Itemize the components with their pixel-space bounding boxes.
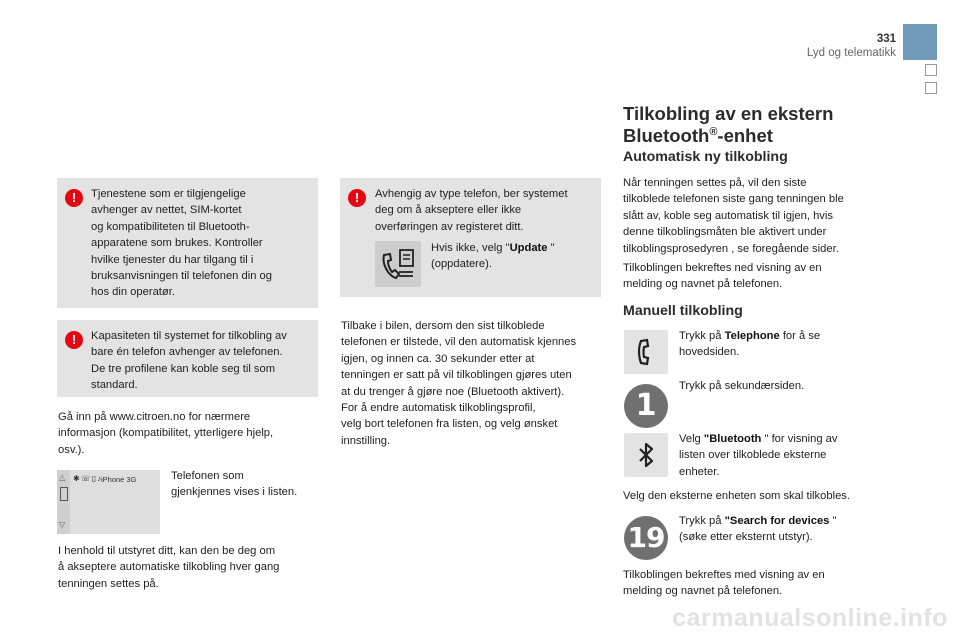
warning-icon: !	[65, 331, 83, 349]
warning-icon: !	[348, 189, 366, 207]
badge-19: 19	[624, 516, 668, 560]
auto-accept-paragraph: I henhold til utstyret ditt, kan den be deg om å akseptere automatiske tilkobling hver gang tenningen settes på.	[58, 545, 280, 590]
page-title: Tilkobling av en ekstern Bluetooth®-enhet	[623, 103, 834, 147]
auto-paragraph-2: Tilkoblingen bekreftes ned visning av en melding og navnet på telefonen.	[623, 262, 822, 291]
telephone-icon	[624, 330, 668, 374]
warning-text-services: Tjenestene som er tilgjengelige avhenger av nettet, SIM-kortet og kompatibiliteten til Bluetooth- apparatene som brukes. Kontroller hvilke tjenester du har tilgang til i bruksanvisningen til telefonen din og hos din operatør.	[91, 188, 272, 299]
section-heading-auto: Automatisk ny tilkobling	[623, 149, 788, 165]
warning-text-register: Avhengig av type telefon, ber systemet deg om å akseptere eller ikke overføringen av registeret ditt.	[375, 188, 568, 233]
scroll-down-icon: ▽	[59, 520, 66, 529]
screen-caption: Telefonen som gjenkjennes vises i listen.	[171, 470, 298, 499]
final-paragraph: Tilkoblingen bekreftes med visning av en melding og navnet på telefonen.	[623, 569, 825, 598]
step-secondary-page: Trykk på sekundærsiden.	[679, 380, 805, 392]
screen-status-icons: ✱☏▯♪	[73, 474, 103, 483]
section-heading-manual: Manuell tilkobling	[623, 303, 743, 319]
update-instruction: Hvis ikke, velg "Update " (oppdatere).	[431, 242, 555, 271]
scroll-thumb	[60, 487, 68, 501]
auto-paragraph-1: Når tenningen settes på, vil den siste tilkoblede telefonen siste gang tenningen ble slått av, koble seg automatisk til igjen, hvis denne tilkoblingsmåten ble aktivert under tilkoblingsprosedyren , se foregående sider.	[623, 177, 844, 255]
scroll-up-icon: △	[59, 473, 66, 482]
bluetooth-icon	[624, 433, 668, 477]
section-title: Lyd og telematikk	[806, 47, 896, 59]
telephone-button-icon	[624, 330, 668, 374]
phonebook-update-icon	[375, 241, 421, 287]
warning-icon: !	[65, 189, 83, 207]
badge-1: 1	[624, 384, 668, 428]
update-button-icon	[375, 241, 421, 287]
warning-text-capacity: Kapasiteten til systemet for tilkobling av bare én telefon avhenger av telefonen. De tre profilene kan koble seg til som standard.	[91, 330, 287, 392]
device-name: iPhone 3G	[101, 475, 137, 484]
screen-scroll-bar	[57, 470, 70, 534]
section-tab	[903, 24, 937, 60]
step-telephone: Trykk på Telephone for å se hovedsiden.	[679, 330, 821, 359]
info-paragraph: Gå inn på www.citroen.no for nærmere informasjon (kompatibilitet, ytterligere hjelp, osv.).	[58, 411, 274, 456]
step-select-device: Velg den eksterne enheten som skal tilkobles.	[623, 490, 850, 502]
watermark: carmanualsonline.info	[672, 604, 948, 632]
page-number: 331	[876, 33, 896, 45]
step-search-devices: Trykk på "Search for devices " (søke etter eksternt utstyr).	[679, 515, 837, 544]
step-bluetooth: Velg "Bluetooth " for visning av listen over tilkoblede eksterne enheter.	[679, 433, 838, 478]
checkbox-icon	[925, 64, 937, 76]
reconnect-paragraph: Tilbake i bilen, dersom den sist tilkoblede telefonen er tilstede, vil den automatisk kjennes igjen, og innen ca. 30 sekunder etter at tenningen er satt på vil tilkoblingen gjøres uten at du trenger å gjøre noe (Bluetooth aktivert). For å endre automatisk tilkoblingsprofil, velg bort telefonen fra listen, og velg ønsket innstilling.	[341, 320, 577, 447]
bluetooth-button-icon	[624, 433, 668, 477]
checkbox-icon	[925, 82, 937, 94]
